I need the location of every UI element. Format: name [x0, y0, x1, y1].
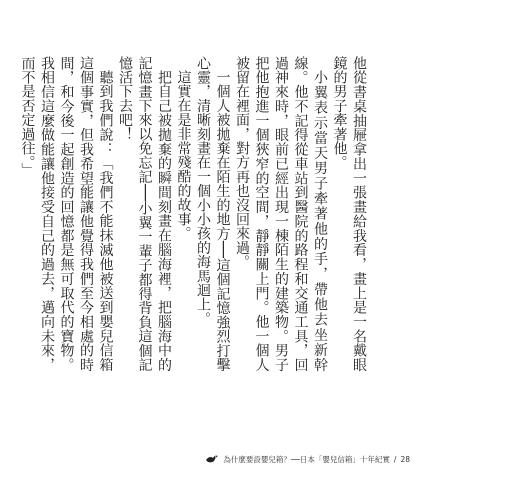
paragraph-2: 小翼表示當天男子牽著他的手，帶他去坐新幹線。他不記得從車站到醫院的路程和交通工具，回過神來時，眼前已經出現一棟陌生的建築物。男子把他抱進一個狹窄的空間，靜靜關上門。他一個人被留在裡面，對方再也沒回來過。 [234, 56, 328, 372]
paragraph-5: 把自己被拋棄的瞬間刻畫在腦海裡，把腦海中的記憶畫下來以免忘記──小翼一輩子都得背負這個記憶活下去吧！ [117, 56, 172, 372]
paragraph-4: 這實在是非常殘酷的故事。 [175, 70, 192, 241]
body-text [19, 56, 368, 372]
paragraph-1: 他從書桌抽屜拿出一張畫給我看，畫上是一名戴眼鏡的男子牽著他。 [331, 56, 367, 372]
footer-book-title: 為什麼要設嬰兒箱？──日本「嬰兒信箱」十年紀實 [223, 454, 390, 464]
page-footer [205, 452, 410, 466]
footer-separator: / [393, 454, 397, 464]
paragraph-6: 聽到我們說：「我們不能抹滅他被送到嬰兒信箱這個事實，但我希望能讓他覺得我們至今相處的時間，和今後一起創造的回憶都是無可取代的寶物。我相信這麼做能讓他接受自己的過去，邁向未來，而不是否定過往。」 [19, 56, 114, 372]
bird-icon [205, 454, 219, 464]
page-number: 28 [400, 454, 410, 464]
paragraph-3: 一個人被拋棄在陌生的地方──這個記憶強烈打擊心靈，清晰刻畫在一個小小孩的海馬迴上。 [195, 56, 231, 372]
